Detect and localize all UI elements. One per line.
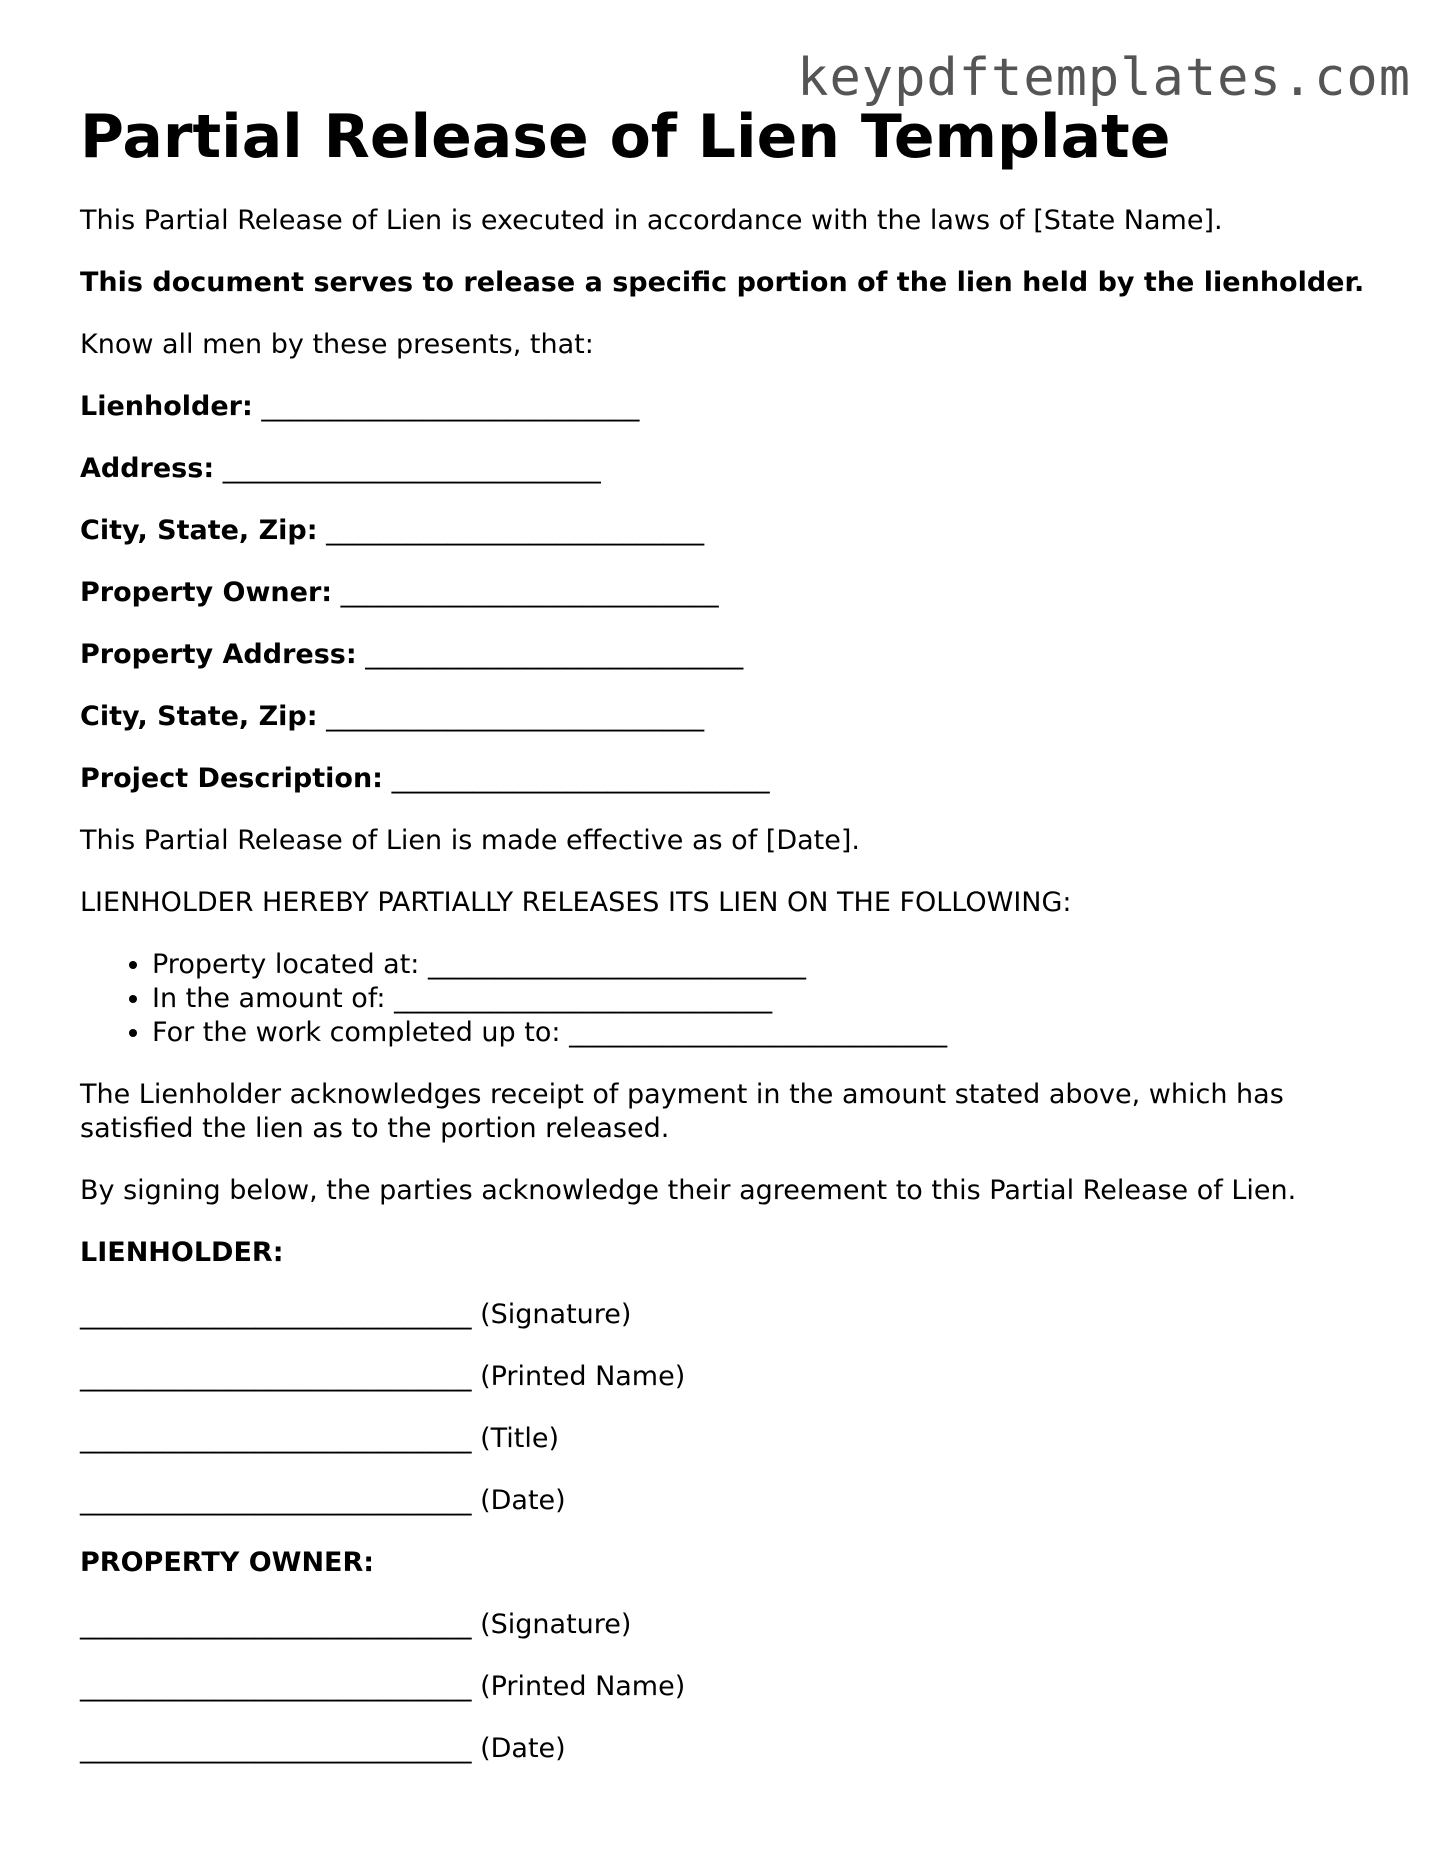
release-list (80, 948, 1380, 1050)
owner-signature-line (80, 1608, 1380, 1642)
list-item (152, 1016, 1380, 1050)
field-property-city-state-zip (80, 700, 1380, 734)
document-page (80, 100, 1380, 1766)
line-caption: (Date) (480, 1733, 566, 1764)
field-label: Property Address: (80, 639, 357, 670)
item-label: In the amount of: (152, 983, 386, 1014)
line-caption: (Signature) (480, 1609, 632, 1640)
field-lienholder (80, 390, 1380, 424)
field-label: Lienholder: (80, 391, 253, 422)
lienholder-heading: LIENHOLDER: (80, 1237, 284, 1268)
effective-paragraph: This Partial Release of Lien is made effective as of [Date]. (80, 825, 860, 856)
release-heading: LIENHOLDER HEREBY PARTIALLY RELEASES ITS LIEN ON THE FOLLOWING: (80, 887, 1072, 918)
line-caption: (Printed Name) (480, 1361, 686, 1392)
owner-printed-name-line (80, 1670, 1380, 1704)
blank-line[interactable]: ____________________________ (427, 949, 806, 980)
blank-line[interactable]: ____________________________ (326, 701, 705, 732)
field-label: Property Owner: (80, 577, 333, 608)
blank-line[interactable]: _____________________________ (80, 1609, 472, 1640)
document-title: Partial Release of Lien Template (80, 102, 1171, 172)
blank-line[interactable]: _____________________________ (80, 1733, 472, 1764)
line-caption: (Signature) (480, 1299, 632, 1330)
line-caption: (Title) (480, 1423, 560, 1454)
blank-line[interactable]: ____________________________ (222, 453, 601, 484)
purpose-paragraph: This document serves to release a specific portion of the lien held by the lienholder. (80, 267, 1365, 298)
intro-paragraph: This Partial Release of Lien is executed in accordance with the laws of [State Name]. (80, 205, 1223, 236)
field-label: Address: (80, 453, 215, 484)
lienholder-date-line (80, 1484, 1380, 1518)
list-item (152, 948, 1380, 982)
line-caption: (Printed Name) (480, 1671, 686, 1702)
blank-line[interactable]: _____________________________ (80, 1299, 472, 1330)
field-label: City, State, Zip: (80, 515, 318, 546)
property-owner-heading: PROPERTY OWNER: (80, 1547, 375, 1578)
lienholder-printed-name-line (80, 1360, 1380, 1394)
item-label: For the work completed up to: (152, 1017, 561, 1048)
field-label: City, State, Zip: (80, 701, 318, 732)
field-label: Project Description: (80, 763, 383, 794)
blank-line[interactable]: ____________________________ (394, 983, 773, 1014)
know-all-paragraph: Know all men by these presents, that: (80, 329, 594, 360)
field-city-state-zip (80, 514, 1380, 548)
field-property-address (80, 638, 1380, 672)
watermark-text: keypdftemplates.com (797, 48, 1411, 108)
owner-date-line (80, 1732, 1380, 1766)
field-project-description (80, 762, 1380, 796)
blank-line[interactable]: ____________________________ (365, 639, 744, 670)
blank-line[interactable]: ____________________________ (569, 1017, 948, 1048)
acknowledge-paragraph: The Lienholder acknowledges receipt of payment in the amount stated above, which has satisfied the lien as to the portion released. (80, 1079, 1284, 1144)
blank-line[interactable]: _____________________________ (80, 1485, 472, 1516)
field-property-owner (80, 576, 1380, 610)
blank-line[interactable]: ____________________________ (261, 391, 640, 422)
line-caption: (Date) (480, 1485, 566, 1516)
lienholder-signature-line (80, 1298, 1380, 1332)
field-address (80, 452, 1380, 486)
blank-line[interactable]: ____________________________ (340, 577, 719, 608)
item-label: Property located at: (152, 949, 420, 980)
blank-line[interactable]: _____________________________ (80, 1671, 472, 1702)
lienholder-title-line (80, 1422, 1380, 1456)
blank-line[interactable]: ____________________________ (326, 515, 705, 546)
blank-line[interactable]: _____________________________ (80, 1423, 472, 1454)
blank-line[interactable]: _____________________________ (80, 1361, 472, 1392)
blank-line[interactable]: ____________________________ (391, 763, 770, 794)
signing-paragraph: By signing below, the parties acknowledge their agreement to this Partial Release of Lien. (80, 1175, 1297, 1206)
list-item (152, 982, 1380, 1016)
